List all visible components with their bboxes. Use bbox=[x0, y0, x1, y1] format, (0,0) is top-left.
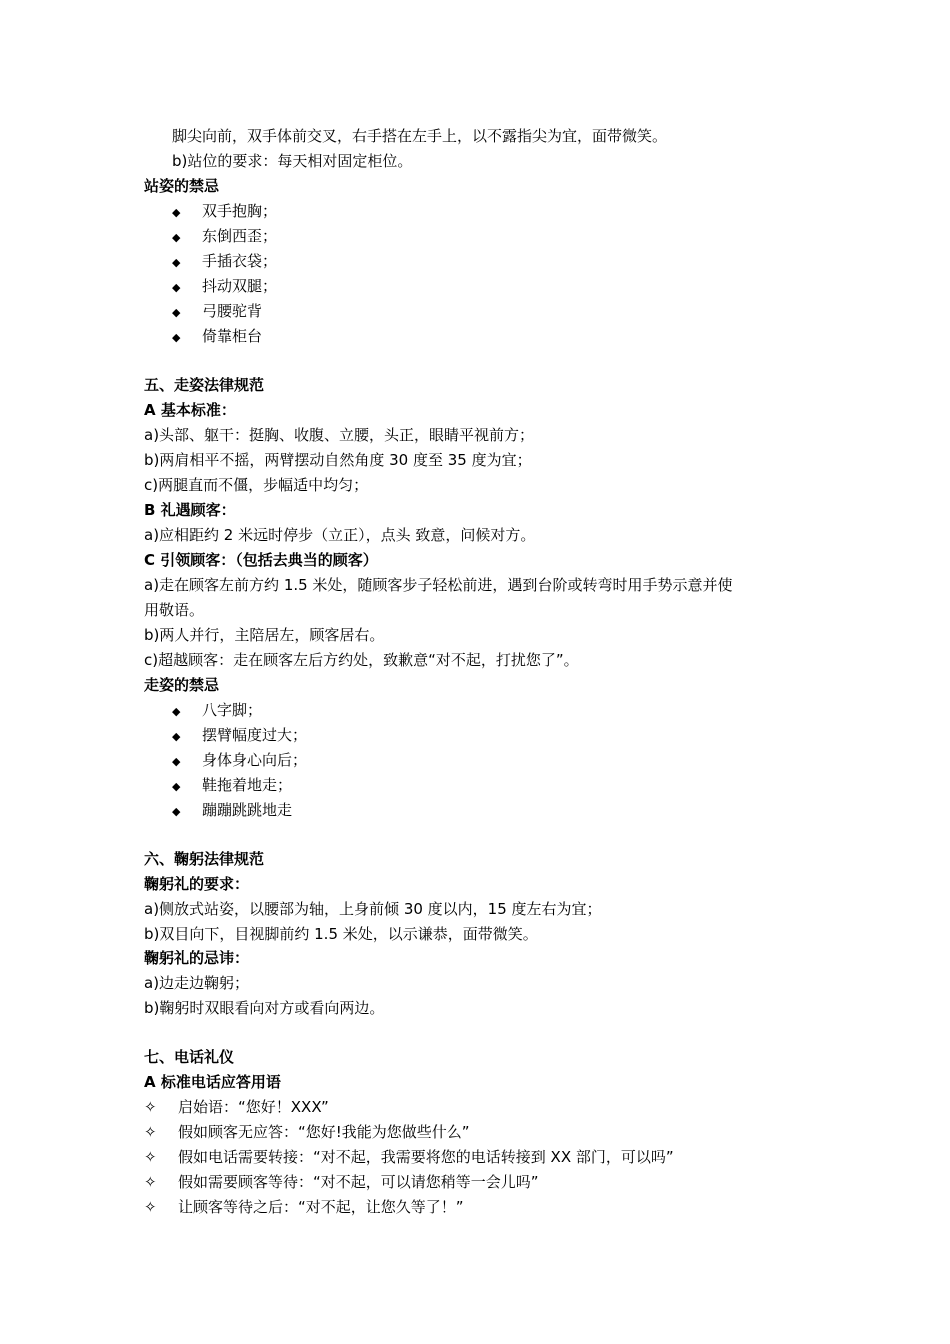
list-item: ◆ 弓腰驼背 bbox=[172, 299, 262, 324]
subsection-heading: A 基本标准： bbox=[144, 401, 236, 419]
bullet-icon: ◆ bbox=[172, 705, 181, 718]
list-item: ◆ 东倒西歪； bbox=[172, 224, 277, 249]
body-line: 用敬语。 bbox=[144, 601, 205, 619]
star-bullet-icon: ✧ bbox=[144, 1098, 157, 1116]
subsection-heading: A 标准电话应答用语 bbox=[144, 1073, 281, 1091]
list-item: ◆ 抖动双腿； bbox=[172, 274, 277, 299]
list-item: ◆ 八字脚； bbox=[172, 698, 262, 723]
subsection-heading: 鞠躬礼的忌讳： bbox=[144, 949, 250, 967]
list-item: ✧ 假如需要顾客等待：“对不起，可以请您稍等一会儿吗” bbox=[144, 1170, 539, 1195]
bullet-icon: ◆ bbox=[172, 231, 181, 244]
body-line: a)头部、躯干：挺胸、收腹、立腰，头正，眼睛平视前方； bbox=[144, 426, 535, 444]
subsection-heading: 鞠躬礼的要求： bbox=[144, 875, 250, 893]
section-title: 七、电话礼仪 bbox=[144, 1048, 235, 1066]
subsection-heading: B 礼遇顾客： bbox=[144, 501, 236, 519]
body-line: a)走在顾客左前方约 1.5 米处，随顾客步子轻松前进，遇到台阶或转弯时用手势示意并使 bbox=[144, 576, 733, 594]
list-item: ◆ 摆臂幅度过大； bbox=[172, 723, 307, 748]
star-bullet-icon: ✧ bbox=[144, 1148, 157, 1166]
body-line: a)应相距约 2 米远时停步（立正），点头 致意，问候对方。 bbox=[144, 526, 536, 544]
star-bullet-icon: ✧ bbox=[144, 1173, 157, 1191]
section-heading: 走姿的禁忌 bbox=[144, 676, 220, 694]
bullet-icon: ◆ bbox=[172, 755, 181, 768]
body-line: c)超越顾客：走在顾客左后方约处，致歉意“对不起，打扰您了”。 bbox=[144, 651, 579, 669]
bullet-icon: ◆ bbox=[172, 730, 181, 743]
list-item: ◆ 手插衣袋； bbox=[172, 249, 277, 274]
section-title: 五、走姿法律规范 bbox=[144, 376, 265, 394]
list-item: ✧ 让顾客等待之后：“对不起，让您久等了！” bbox=[144, 1195, 464, 1220]
section-heading: 站姿的禁忌 bbox=[144, 177, 220, 195]
intro-line: 脚尖向前，双手体前交叉，右手搭在左手上，以不露指尖为宜，面带微笑。 bbox=[172, 127, 668, 145]
body-line: b)双目向下，目视脚前约 1.5 米处，以示谦恭，面带微笑。 bbox=[144, 925, 538, 943]
body-line: a)边走边鞠躬； bbox=[144, 974, 250, 992]
list-item: ✧ 假如顾客无应答：“您好!我能为您做些什么” bbox=[144, 1120, 470, 1145]
body-line: b)两人并行，主陪居左，顾客居右。 bbox=[144, 626, 385, 644]
bullet-icon: ◆ bbox=[172, 780, 181, 793]
body-line: b)两肩相平不摇，两臂摆动自然角度 30 度至 35 度为宜； bbox=[144, 451, 532, 469]
list-item: ✧ 启始语：“您好！XXX” bbox=[144, 1095, 329, 1120]
list-item: ◆ 身体身心向后； bbox=[172, 748, 307, 773]
intro-line: b)站位的要求：每天相对固定柜位。 bbox=[172, 152, 413, 170]
bullet-icon: ◆ bbox=[172, 206, 181, 219]
bullet-icon: ◆ bbox=[172, 306, 181, 319]
list-item: ◆ 倚靠柜台 bbox=[172, 324, 262, 349]
bullet-icon: ◆ bbox=[172, 281, 181, 294]
star-bullet-icon: ✧ bbox=[144, 1123, 157, 1141]
list-item: ◆ 双手抱胸； bbox=[172, 199, 277, 224]
subsection-heading: C 引领顾客：（包括去典当的顾客） bbox=[144, 551, 378, 569]
body-line: b)鞠躬时双眼看向对方或看向两边。 bbox=[144, 999, 385, 1017]
list-item: ✧ 假如电话需要转接：“对不起，我需要将您的电话转接到 XX 部门，可以吗” bbox=[144, 1145, 674, 1170]
bullet-icon: ◆ bbox=[172, 331, 181, 344]
bullet-icon: ◆ bbox=[172, 805, 181, 818]
list-item: ◆ 蹦蹦跳跳地走 bbox=[172, 798, 292, 823]
star-bullet-icon: ✧ bbox=[144, 1198, 157, 1216]
section-title: 六、鞠躬法律规范 bbox=[144, 850, 265, 868]
body-line: c)两腿直而不僵，步幅适中均匀； bbox=[144, 476, 369, 494]
body-line: a)侧放式站姿，以腰部为轴，上身前倾 30 度以内，15 度左右为宜； bbox=[144, 900, 602, 918]
bullet-icon: ◆ bbox=[172, 256, 181, 269]
list-item: ◆ 鞋拖着地走； bbox=[172, 773, 292, 798]
